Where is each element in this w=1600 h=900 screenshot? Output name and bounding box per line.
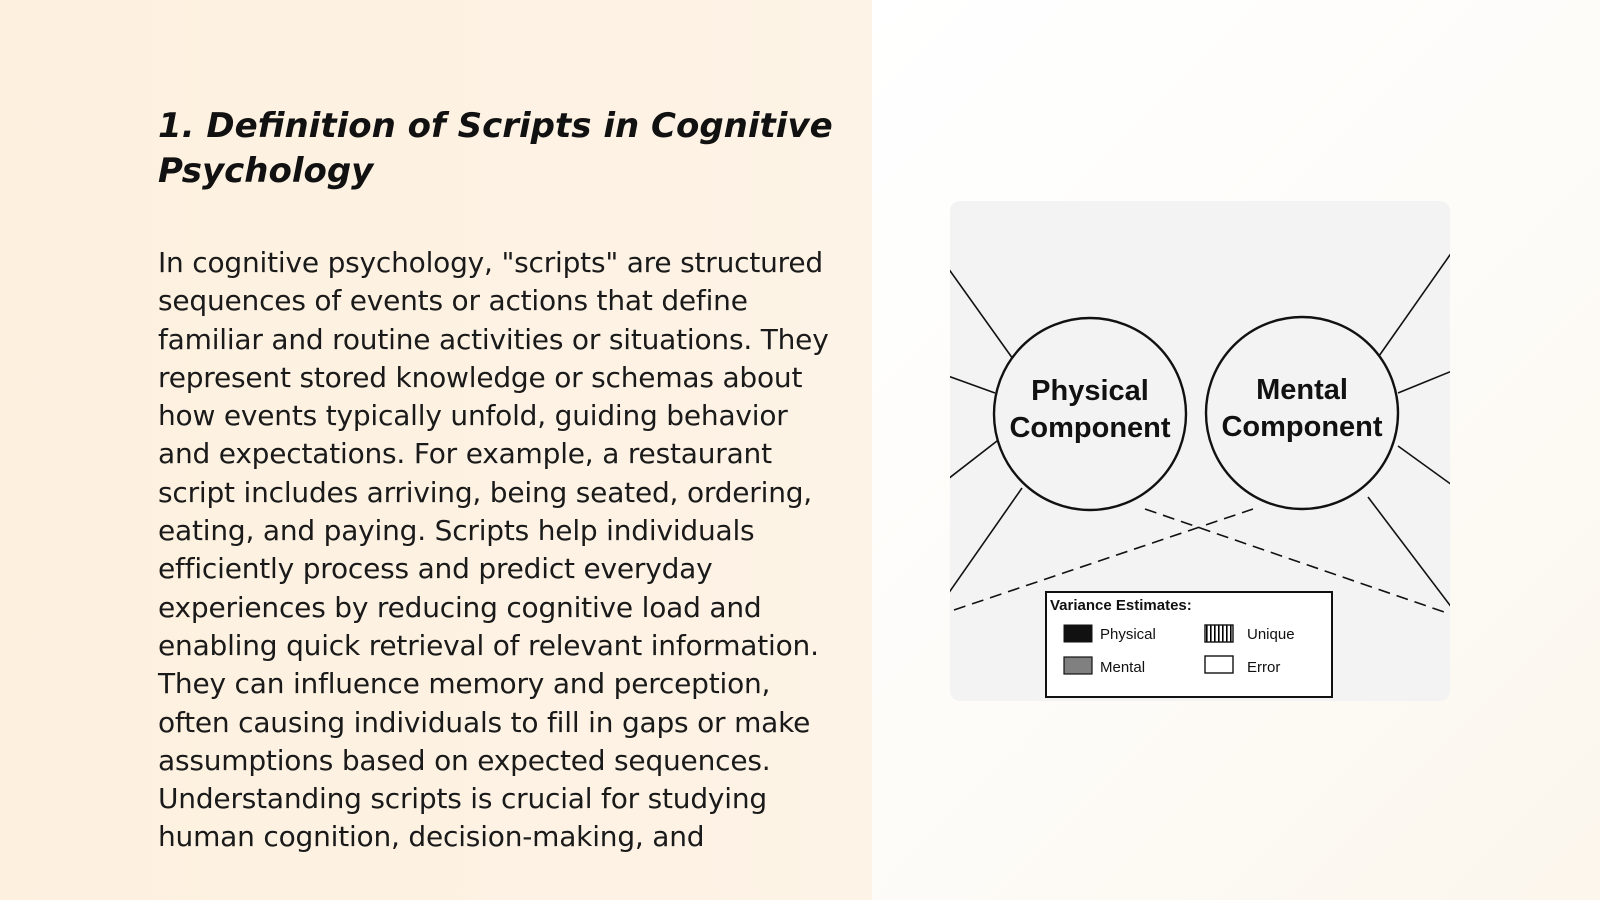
physical-component-label-line2: Component (1009, 412, 1171, 444)
indicator-line (950, 376, 995, 393)
legend-label-mental: Mental (1100, 659, 1146, 676)
indicator-line (1379, 252, 1450, 356)
slide-title: 1. Definition of Scripts in Cognitive Psychology (158, 106, 833, 191)
mental-component-node (1206, 317, 1398, 509)
indicator-line (1398, 446, 1450, 485)
legend-swatch-physical (1064, 625, 1092, 642)
body-paragraph: In cognitive psychology, "scripts" are structured sequences of events or actions that define familiar and routine activities or situations. They represent stored knowledge or schemas about how events typically unfold, guiding behavior and expectations. For example, a restaurant script includes arriving, being seated, ordering, eating, and paying. Scripts help individuals efficiently process and predict everyday experiences by reducing cognitive load and enabling quick retrieval of relevant information. They can influence memory and perception, often causing individuals to fill in gaps or make assumptions based on expected sequences. Understanding scripts is crucial for studying human cognition, decision-making, and (158, 246, 829, 854)
legend-swatch-mental (1064, 657, 1092, 674)
mental-component-label-line2: Component (1221, 411, 1383, 443)
physical-component-node (994, 318, 1186, 510)
legend-swatch-unique (1205, 625, 1233, 642)
component-diagram (950, 201, 1450, 701)
legend-swatch-error (1205, 656, 1233, 673)
indicator-line (950, 488, 1022, 594)
legend-title: Variance Estimates: (1050, 597, 1192, 614)
indicator-line (1398, 371, 1450, 393)
legend-label-unique: Unique (1247, 626, 1295, 643)
variance-legend (1046, 592, 1332, 697)
component-diagram-figure (950, 201, 1450, 701)
legend-label-error: Error (1247, 659, 1281, 676)
indicator-line (1368, 497, 1450, 608)
legend-label-physical: Physical (1100, 626, 1156, 643)
indicator-line (950, 441, 997, 479)
indicator-line (950, 268, 1013, 359)
mental-component-label-line1: Mental (1256, 374, 1348, 406)
physical-component-label-line1: Physical (1031, 375, 1149, 407)
